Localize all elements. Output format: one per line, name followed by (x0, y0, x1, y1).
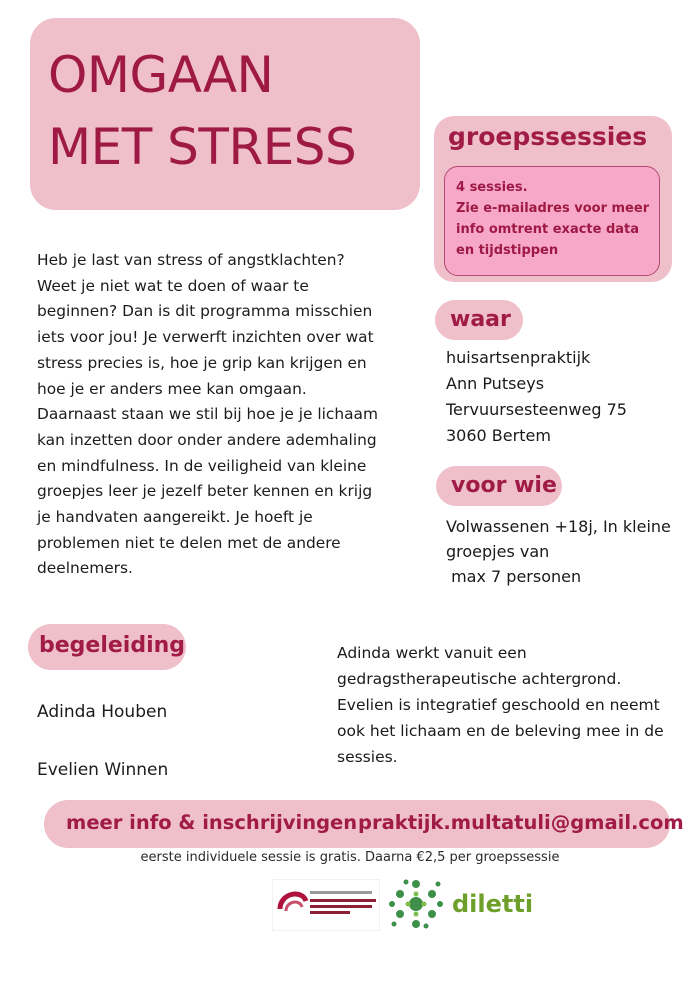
voor-wie-heading: voor wie (451, 473, 557, 498)
waar-heading: waar (450, 307, 511, 332)
groepssessies-details: 4 sessies. Zie e-mailadres voor meer info omtrent exacte data en tijdstippen (456, 180, 650, 258)
address-line: Tervuursesteenweg 75 (446, 400, 627, 419)
begeleiding-tag (28, 624, 186, 670)
info-email-link[interactable]: praktijk.multatuli@gmail.com (358, 811, 684, 834)
groepssessies-box (434, 116, 672, 282)
voor-wie-details (446, 514, 696, 589)
network-dots-icon (386, 876, 446, 932)
federal-government-emblem-icon (272, 879, 380, 931)
voor-wie-tag (436, 466, 562, 506)
title-box (30, 18, 420, 210)
groepssessies-heading: groepssessies (448, 122, 648, 151)
voor-wie-line: max 7 personen (446, 567, 582, 586)
intro-text: Heb je last van stress of angstklachten? Weet je niet wat te doen of waar te beginnen? Dan is dit programma misschien iets voor jou! Je verwerft inzichten over wat stress precies is, hoe je grip kan krijgen en hoe je er anders mee kan omgaan. Daarnaast staan we stil bij hoe je je lichaam kan inzetten door onder andere ademhaling en mindfulness. In de veiligheid van kleine groepjes leer je jezelf beter kennen en krijg je handvaten aangereikt. Je hoeft je problemen niet te delen met de andere deelnemers. (37, 251, 378, 578)
diletti-logo: diletti (452, 890, 534, 918)
voor-wie-line: Volwassenen +18j, In kleine (446, 517, 671, 536)
person-name: Adinda Houben (37, 702, 168, 722)
federal-government-logo (272, 879, 380, 931)
title-line-2: MET STRESS (48, 118, 357, 176)
waar-tag (435, 300, 523, 340)
begeleiding-description: Adinda werkt vanuit een gedragstherapeutische achtergrond. Evelien is integratief geschoold en neemt ook het lichaam en de beleving mee in de sessies. (337, 644, 664, 766)
info-banner (44, 800, 684, 848)
network-dots-logo (386, 876, 446, 932)
person-name: Evelien Winnen (37, 760, 169, 780)
title-line-1: OMGAAN (48, 46, 274, 104)
address-line: huisartsenpraktijk (446, 348, 591, 367)
fee-note: eerste individuele sessie is gratis. Daarna €2,5 per groepssessie (140, 850, 560, 865)
waar-address (446, 345, 627, 449)
info-label: meer info & inschrijvingen (66, 811, 358, 834)
voor-wie-line: groepjes van (446, 542, 550, 561)
begeleiding-heading: begeleiding (39, 633, 186, 658)
address-line: Ann Putseys (446, 374, 545, 393)
groepssessies-details-box (444, 166, 660, 276)
address-line: 3060 Bertem (446, 426, 551, 445)
